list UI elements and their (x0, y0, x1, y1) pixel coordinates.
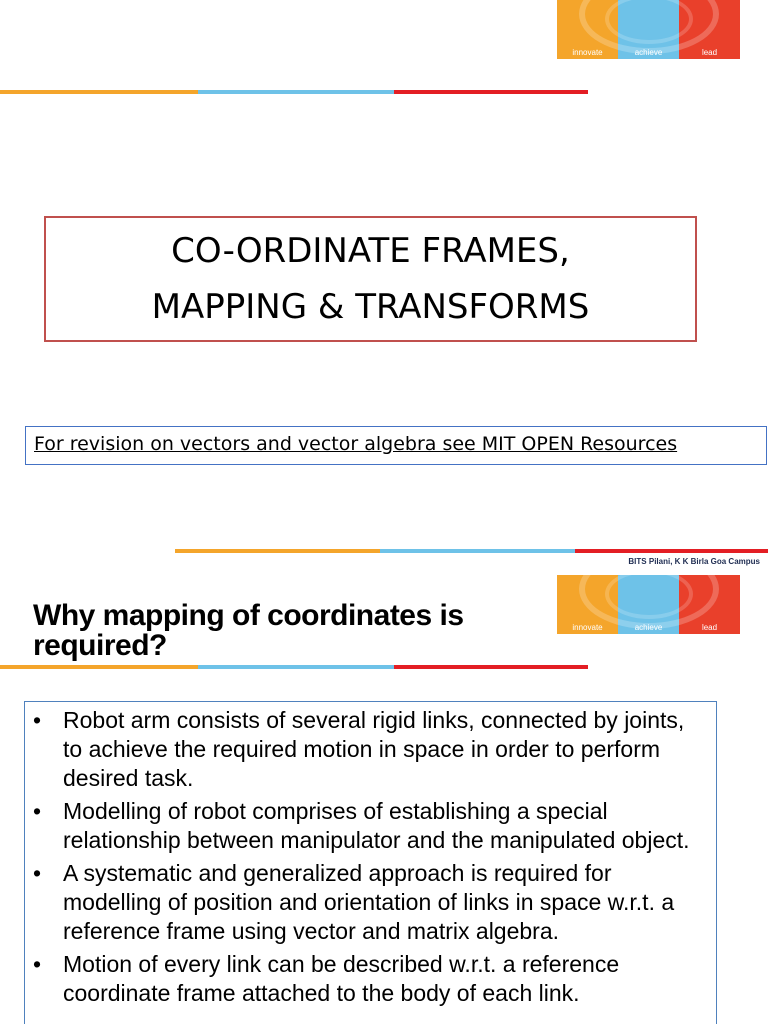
revision-link[interactable]: For revision on vectors and vector algebra see MIT OPEN Resources (34, 433, 678, 455)
bullet-content-box (24, 701, 717, 1024)
title-box (44, 216, 697, 342)
slide-title: CO-ORDINATE FRAMES, MAPPING & TRANSFORMS (151, 231, 590, 327)
logo-label-achieve: achieve (634, 48, 663, 57)
bullet-text: A systematic and generalized approach is required for modelling of position and orientation of links in space w.r.t. a reference frame using vector and matrix algebra. (63, 860, 675, 944)
revision-link-box (25, 426, 767, 465)
bullet-text: Modelling of robot comprises of establishing a special relationship between manipulator and the manipulated object. (63, 798, 690, 853)
logo2-label-innovate: innovate (572, 623, 603, 632)
logo-label-innovate: innovate (572, 48, 603, 57)
slide-2 (0, 545, 768, 1024)
bullet-dot-icon: • (33, 798, 42, 824)
logo2-label-achieve: achieve (634, 623, 663, 632)
bullet-text: Motion of every link can be described w.r.t. a reference coordinate frame attached to the body of each link. (63, 951, 620, 1006)
bullet-list (33, 706, 708, 1008)
heading-divider-bar (0, 665, 588, 669)
header-divider-bar (0, 90, 588, 94)
slide-top-divider-bar (175, 549, 768, 553)
campus-label: BITS Pilani, K K Birla Goa Campus (628, 557, 760, 566)
bullet-item (33, 859, 708, 946)
bits-logo (557, 0, 740, 59)
logo2-label-lead: lead (701, 623, 718, 632)
bullet-item (33, 797, 708, 855)
bullet-dot-icon: • (33, 951, 42, 977)
logo-label-lead: lead (701, 48, 718, 57)
bullet-dot-icon: • (33, 860, 42, 886)
bits-logo-2 (557, 575, 740, 634)
slide-heading: Why mapping of coordinates is required? (33, 599, 464, 662)
bullet-item (33, 950, 708, 1008)
bullet-text: Robot arm consists of several rigid links, connected by joints, to achieve the required motion in space in order to perform desired task. (63, 707, 685, 791)
bullet-item (33, 706, 708, 793)
bullet-dot-icon: • (33, 707, 42, 733)
